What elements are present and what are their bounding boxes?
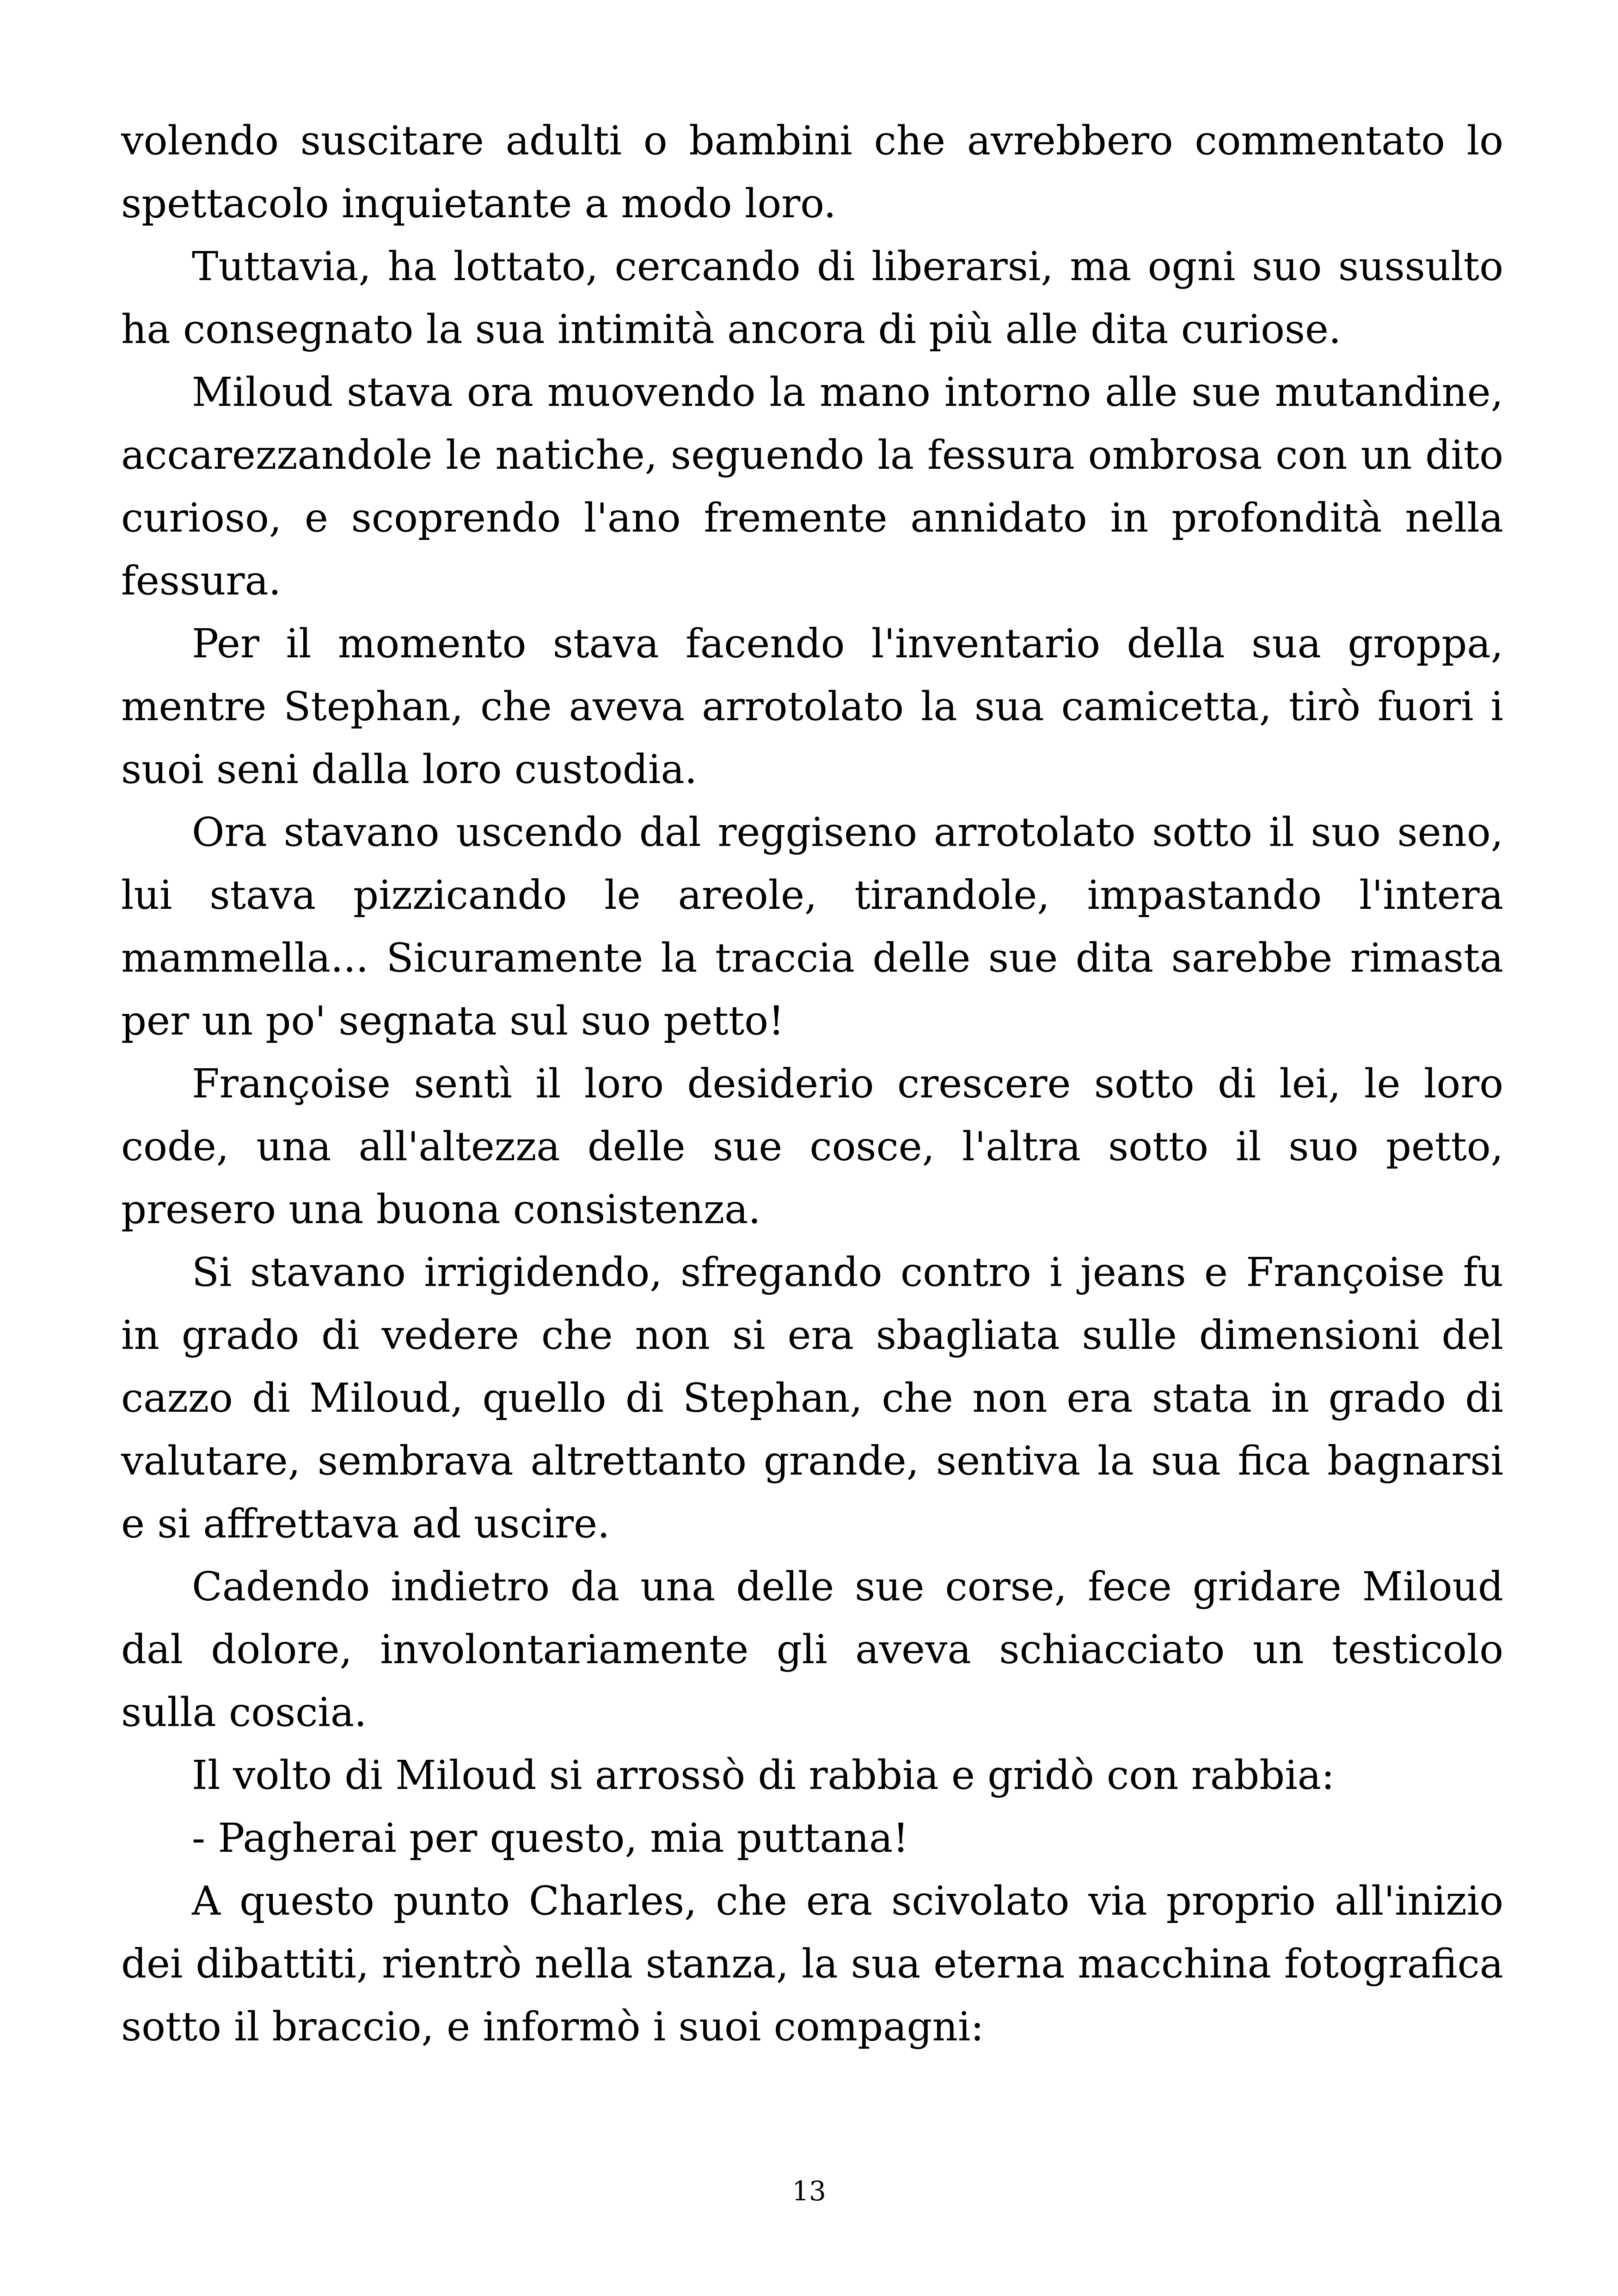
paragraph: Per il momento stava facendo l'inventario della sua groppa, mentre Stephan, che aveva arrotolato la sua camicetta, tirò fuori i suoi seni dalla loro custodia. [121,621,1503,793]
paragraph: Miloud stava ora muovendo la mano intorno alle sue mutandine, accarezzandole le natiche, seguendo la fessura ombrosa con un dito curioso, e scoprendo l'ano fremente annidato in profondità nella fessura. [121,369,1503,604]
page-body [121,110,1503,2058]
paragraph: Si stavano irrigidendo, sfregando contro i jeans e Françoise fu in grado di vedere che non si era sbagliata sulle dimensioni del cazzo di Miloud, quello di Stephan, che non era stata in grado di valutare, sembrava altrettanto grande, sentiva la sua fica bagnarsi e si affrettava ad uscire. [121,1249,1503,1547]
paragraph: Il volto di Miloud si arrossò di rabbia e gridò con rabbia: [192,1752,1335,1799]
page-number: 13 [792,2175,826,2207]
paragraph: - Pagherai per questo, mia puttana! [192,1815,909,1861]
paragraph: Cadendo indietro da una delle sue corse, fece gridare Miloud dal dolore, involontariamente gli aveva schiacciato un testicolo sulla coscia. [121,1564,1503,1736]
paragraph: Françoise sentì il loro desiderio crescere sotto di lei, le loro code, una all'altezza delle sue cosce, l'altra sotto il suo petto, presero una buona consistenza. [121,1061,1503,1233]
paragraph: Tuttavia, ha lottato, cercando di liberarsi, ma ogni suo sussulto ha consegnato la sua intimità ancora di più alle dita curiose. [121,244,1503,353]
paragraph: Ora stavano uscendo dal reggiseno arrotolato sotto il suo seno, lui stava pizzicando le areole, tirandole, impastando l'intera mammella... Sicuramente la traccia delle sue dita sarebbe rimasta per un po' segnata sul suo petto! [121,809,1503,1044]
paragraph: volendo suscitare adulti o bambini che avrebbero commentato lo spettacolo inquietante a modo loro. [121,118,1503,227]
paragraph: A questo punto Charles, che era scivolato via proprio all'inizio dei dibattiti, rientrò nella stanza, la sua eterna macchina fotografica sotto il braccio, e informò i suoi compagni: [121,1878,1503,2050]
